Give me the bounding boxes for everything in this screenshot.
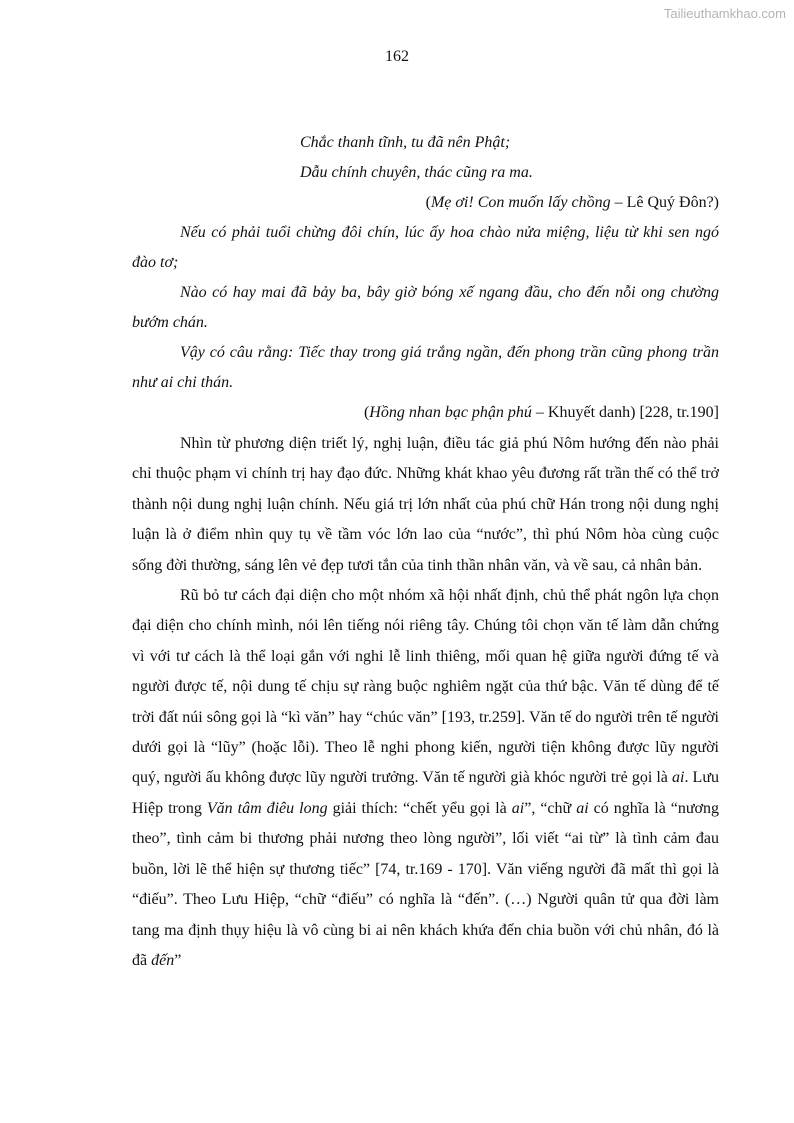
text-run: . Lưu Hiệp trong bbox=[132, 769, 719, 817]
verse-line: Dẫu chính chuyên, thác cũng ra ma. bbox=[300, 164, 533, 181]
text-run: ” bbox=[174, 951, 182, 969]
italic-term: ai bbox=[672, 769, 685, 787]
citation-open: ( bbox=[425, 194, 431, 211]
verse-line: Chắc thanh tĩnh, tu đã nên Phật; bbox=[300, 134, 511, 151]
quote-paragraph: Nào có hay mai đã bảy ba, bây giờ bóng xế ngang đầu, cho đến nỗi ong chường bướm chán. bbox=[132, 284, 719, 331]
quote-paragraph: Vậy có câu rằng: Tiếc thay trong giá trắng ngần, đến phong trần cũng phong trần như ai chi thán. bbox=[132, 344, 719, 391]
body-paragraph bbox=[132, 581, 719, 976]
text-run: có nghĩa là “nương theo”, tình cảm bi thương phải nương theo lòng người”, lối viết “ai từ” là tình cảm đau buồn, lời lẽ thể hiện sự thương tiếc” [74, tr.169 - 170]. Văn viếng người đã mất thì gọi là “điếu”. Theo Lưu Hiệp, “chữ “điếu” có nghĩa là “đến”. (…) Người quân tử qua đời làm tang ma định thụy hiệu là vô cùng bi ai nên khách khứa đến chia buồn với chủ nhân, đó là đã bbox=[132, 799, 720, 969]
text-run: giải thích: “chết yểu gọi là bbox=[327, 799, 512, 817]
italic-term: ai bbox=[576, 799, 589, 817]
citation-title: Hồng nhan bạc phận phú bbox=[369, 404, 532, 421]
book-title: Văn tâm điêu long bbox=[206, 799, 328, 817]
text-run: ”, “chữ bbox=[524, 799, 577, 817]
italic-term: đến bbox=[151, 951, 175, 969]
italic-term: ai bbox=[511, 799, 525, 817]
citation-open: ( bbox=[363, 404, 370, 421]
text-run: Rũ bỏ tư cách đại diện cho một nhóm xã hội nhất định, chủ thể phát ngôn lựa chọn đại diện cho chính mình, nói lên tiếng nói riêng tây. Chúng tôi chọn văn tế làm dẫn chứng vì với tư cách là thể loại gắn với nghi lễ linh thiêng, mối quan hệ giữa người đứng tế và người được tế, nội dung tế chịu sự ràng buộc nghiêm ngặt của thứ bậc. Văn tế dùng để tế trời đất núi sông gọi là “kì văn” hay “chúc văn” [193, tr.259]. Văn tế do người trên tế người dưới gọi là “lũy” (hoặc lỗi). Theo lễ nghi phong kiến, người tiện không được lũy người quý, người ấu không được lũy người trưởng. Văn tế người già khóc người trẻ gọi là bbox=[132, 587, 719, 787]
quote-paragraph: Nếu có phải tuổi chừng đôi chín, lúc ấy hoa chào nửa miệng, liệu từ khi sen ngó đào tơ; bbox=[132, 224, 719, 271]
watermark: Tailieuthamkhao.com bbox=[663, 6, 786, 21]
body-paragraph: Nhìn từ phương diện triết lý, nghị luận, điều tác giả phú Nôm hướng đến nào phải chỉ thuộc phạm vi chính trị hay đạo đức. Những khát khao yêu đương rất trần thế có thể trở thành nội dung nghị luận chính. Nếu giá trị lớn nhất của phú chữ Hán trong nội dung nghị luận là ở điểm nhìn quy tụ về tầm vóc lớn lao của “nước”, thì phú Nôm hòa cùng cuộc sống đời thường, sáng lên vẻ đẹp tươi tắn của tinh thần nhân văn, và về sau, cả nhân bản. bbox=[132, 435, 719, 574]
page-number: 162 bbox=[385, 48, 409, 65]
citation bbox=[132, 188, 719, 218]
citation-author: – Lê Quý Đôn?) bbox=[610, 194, 719, 211]
citation-author: – Khuyết danh) [228, tr.190] bbox=[531, 404, 719, 421]
citation-title: Mẹ ơi! Con muốn lấy chồng bbox=[430, 194, 611, 211]
citation bbox=[132, 398, 719, 428]
page-content bbox=[132, 128, 719, 976]
